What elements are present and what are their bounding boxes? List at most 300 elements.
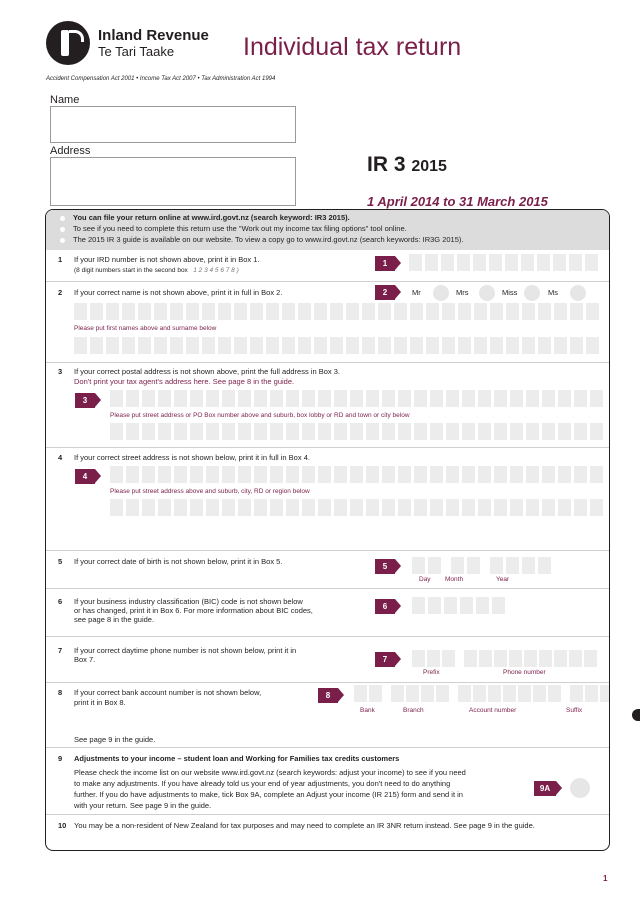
char-cell[interactable] <box>489 254 502 271</box>
char-cell[interactable] <box>334 466 347 483</box>
char-cell[interactable] <box>570 303 583 320</box>
char-cell[interactable] <box>158 390 171 407</box>
box-6-tag: 6 <box>375 599 395 614</box>
char-cell[interactable] <box>222 466 235 483</box>
char-cell[interactable] <box>158 423 171 440</box>
char-cell[interactable] <box>206 466 219 483</box>
char-cell[interactable] <box>270 499 283 516</box>
char-cell[interactable] <box>430 390 443 407</box>
char-cell[interactable] <box>122 337 135 354</box>
q4-text: If your correct street address is not shown below, print it in full in Box 4. <box>74 453 310 462</box>
char-cell[interactable] <box>90 337 103 354</box>
char-cell[interactable] <box>430 499 443 516</box>
q6-text: If your business industry classification (BIC) code is not shown below <box>74 597 303 606</box>
q8-text-2: print it in Box 8. <box>74 698 126 707</box>
char-cell[interactable] <box>574 466 587 483</box>
char-cell[interactable] <box>451 557 464 574</box>
info-line-3: The 2015 IR 3 guide is available on our website. To view a copy go to www.ird.govt.nz (search keywords: IR3G 2015). <box>73 235 464 244</box>
char-cell[interactable] <box>430 423 443 440</box>
char-cell[interactable] <box>570 337 583 354</box>
char-cell[interactable] <box>382 466 395 483</box>
char-cell[interactable] <box>584 650 597 667</box>
char-cell[interactable] <box>222 499 235 516</box>
char-cell[interactable] <box>538 303 551 320</box>
box-9a-checkbox[interactable] <box>570 778 590 798</box>
box-8-tag: 8 <box>318 688 338 703</box>
char-cell[interactable] <box>526 499 539 516</box>
char-cell[interactable] <box>421 685 434 702</box>
char-cell[interactable] <box>490 557 503 574</box>
char-cell[interactable] <box>569 650 582 667</box>
title-miss-checkbox[interactable] <box>524 285 540 301</box>
char-cell[interactable] <box>234 337 247 354</box>
char-cell[interactable] <box>122 303 135 320</box>
char-cell[interactable] <box>302 423 315 440</box>
char-cell[interactable] <box>110 390 123 407</box>
q4-number: 4 <box>58 453 63 462</box>
char-cell[interactable] <box>410 303 423 320</box>
char-cell[interactable] <box>110 499 123 516</box>
char-cell[interactable] <box>444 597 457 614</box>
char-cell[interactable] <box>266 337 279 354</box>
char-cell[interactable] <box>382 499 395 516</box>
char-cell[interactable] <box>282 303 295 320</box>
char-cell[interactable] <box>533 685 546 702</box>
title-mr: Mr <box>412 288 421 297</box>
char-cell[interactable] <box>414 466 427 483</box>
char-cell[interactable] <box>238 466 251 483</box>
char-cell[interactable] <box>190 466 203 483</box>
char-cell[interactable] <box>318 423 331 440</box>
char-cell[interactable] <box>350 466 363 483</box>
char-cell[interactable] <box>590 390 603 407</box>
q6-number: 6 <box>58 597 63 606</box>
char-cell[interactable] <box>254 423 267 440</box>
char-cell[interactable] <box>542 466 555 483</box>
char-cell[interactable] <box>206 390 219 407</box>
page-edge-marker <box>632 709 640 721</box>
char-cell[interactable] <box>142 423 155 440</box>
char-cell[interactable] <box>142 466 155 483</box>
char-cell[interactable] <box>412 597 425 614</box>
q9-title: Adjustments to your income – student loan and Working for Families tax credits customers <box>74 754 400 763</box>
q10-text: You may be a non-resident of New Zealand for tax purposes and may need to complete an IR 3NR return instead. See page 9 in the guide. <box>74 821 535 830</box>
char-cell[interactable] <box>522 557 535 574</box>
char-cell[interactable] <box>398 466 411 483</box>
char-cell[interactable] <box>250 303 263 320</box>
char-cell[interactable] <box>250 337 263 354</box>
char-cell[interactable] <box>158 466 171 483</box>
char-cell[interactable] <box>238 499 251 516</box>
char-cell[interactable] <box>330 337 343 354</box>
char-cell[interactable] <box>510 390 523 407</box>
char-cell[interactable] <box>154 303 167 320</box>
org-name: Inland Revenue <box>98 27 209 44</box>
char-cell[interactable] <box>362 303 375 320</box>
dob-year-label: Year <box>496 576 510 583</box>
char-cell[interactable] <box>586 303 599 320</box>
char-cell[interactable] <box>554 650 567 667</box>
char-cell[interactable] <box>302 390 315 407</box>
char-cell[interactable] <box>286 423 299 440</box>
char-cell[interactable] <box>558 390 571 407</box>
char-cell[interactable] <box>522 303 535 320</box>
char-cell[interactable] <box>126 390 139 407</box>
q10-number: 10 <box>58 821 67 830</box>
char-cell[interactable] <box>478 390 491 407</box>
char-cell[interactable] <box>494 650 507 667</box>
char-cell[interactable] <box>473 254 486 271</box>
char-cell[interactable] <box>138 303 151 320</box>
char-cell[interactable] <box>488 685 501 702</box>
char-cell[interactable] <box>548 685 561 702</box>
char-cell[interactable] <box>425 254 438 271</box>
char-cell[interactable] <box>206 499 219 516</box>
char-cell[interactable] <box>350 423 363 440</box>
char-cell[interactable] <box>506 303 519 320</box>
char-cell[interactable] <box>412 650 425 667</box>
char-cell[interactable] <box>494 390 507 407</box>
char-cell[interactable] <box>446 466 459 483</box>
char-cell[interactable] <box>330 303 343 320</box>
char-cell[interactable] <box>460 597 473 614</box>
char-cell[interactable] <box>174 390 187 407</box>
char-cell[interactable] <box>74 303 87 320</box>
char-cell[interactable] <box>222 390 235 407</box>
char-cell[interactable] <box>506 557 519 574</box>
char-cell[interactable] <box>366 423 379 440</box>
char-cell[interactable] <box>354 685 367 702</box>
char-cell[interactable] <box>509 650 522 667</box>
char-cell[interactable] <box>539 650 552 667</box>
char-cell[interactable] <box>446 423 459 440</box>
char-cell[interactable] <box>526 466 539 483</box>
char-cell[interactable] <box>458 337 471 354</box>
char-cell[interactable] <box>154 337 167 354</box>
q9-line-3: further. If you do have adjustments to make, tick Box 9A, complete an Adjust your income (IR 215) form and send it in <box>74 790 463 799</box>
char-cell[interactable] <box>574 390 587 407</box>
q5-number: 5 <box>58 557 63 566</box>
char-cell[interactable] <box>90 303 103 320</box>
char-cell[interactable] <box>126 423 139 440</box>
q5-text: If your correct date of birth is not shown below, print it in Box 5. <box>74 557 283 566</box>
char-cell[interactable] <box>366 499 379 516</box>
char-cell[interactable] <box>334 390 347 407</box>
char-cell[interactable] <box>366 466 379 483</box>
char-cell[interactable] <box>538 337 551 354</box>
char-cell[interactable] <box>142 499 155 516</box>
char-cell[interactable] <box>586 337 599 354</box>
char-cell[interactable] <box>430 466 443 483</box>
char-cell[interactable] <box>318 499 331 516</box>
char-cell[interactable] <box>74 337 87 354</box>
char-cell[interactable] <box>362 337 375 354</box>
char-cell[interactable] <box>412 557 425 574</box>
char-cell[interactable] <box>286 390 299 407</box>
box-5-tag: 5 <box>375 559 395 574</box>
char-cell[interactable] <box>126 466 139 483</box>
q9-line-4: with your return. See page 9 in the guide. <box>74 801 212 810</box>
char-cell[interactable] <box>138 337 151 354</box>
q1-subtext: (8 digit numbers start in the second box 1 2 3 4 5 6 7 8 ) <box>74 267 239 274</box>
char-cell[interactable] <box>202 337 215 354</box>
char-cell[interactable] <box>174 423 187 440</box>
char-cell[interactable] <box>142 390 155 407</box>
char-cell[interactable] <box>462 466 475 483</box>
char-cell[interactable] <box>457 254 470 271</box>
char-cell[interactable] <box>414 499 427 516</box>
char-cell[interactable] <box>126 499 139 516</box>
char-cell[interactable] <box>446 499 459 516</box>
char-cell[interactable] <box>462 390 475 407</box>
char-cell[interactable] <box>574 423 587 440</box>
char-cell[interactable] <box>254 499 267 516</box>
char-cell[interactable] <box>558 423 571 440</box>
char-cell[interactable] <box>510 499 523 516</box>
q7-text: If your correct daytime phone number is not shown below, print it in <box>74 646 297 655</box>
char-cell[interactable] <box>266 303 279 320</box>
name-label: Name <box>50 94 80 106</box>
char-cell[interactable] <box>585 685 598 702</box>
char-cell[interactable] <box>406 685 419 702</box>
char-cell[interactable] <box>558 466 571 483</box>
char-cell[interactable] <box>590 499 603 516</box>
q1-text: If your IRD number is not shown above, print it in Box 1. <box>74 255 260 264</box>
char-cell[interactable] <box>334 423 347 440</box>
char-cell[interactable] <box>382 390 395 407</box>
char-cell[interactable] <box>426 303 439 320</box>
q7-number: 7 <box>58 646 63 655</box>
char-cell[interactable] <box>446 390 459 407</box>
char-cell[interactable] <box>254 390 267 407</box>
name-field[interactable] <box>50 106 296 143</box>
char-cell[interactable] <box>186 337 199 354</box>
char-cell[interactable] <box>369 685 382 702</box>
char-cell[interactable] <box>458 685 471 702</box>
char-cell[interactable] <box>378 337 391 354</box>
char-cell[interactable] <box>286 466 299 483</box>
char-cell[interactable] <box>270 390 283 407</box>
char-cell[interactable] <box>570 685 583 702</box>
char-cell[interactable] <box>467 557 480 574</box>
char-cell[interactable] <box>174 466 187 483</box>
char-cell[interactable] <box>524 650 537 667</box>
char-cell[interactable] <box>170 303 183 320</box>
char-cell[interactable] <box>202 303 215 320</box>
q9-line-1: Please check the income list on our website www.ird.govt.nz (search keywords: adjust your income) to see if you need <box>74 768 466 777</box>
char-cell[interactable] <box>298 337 311 354</box>
q3-note: Please put street address or PO Box number above and suburb, box lobby or RD and town or city below <box>110 412 410 419</box>
char-cell[interactable] <box>442 337 455 354</box>
char-cell[interactable] <box>414 423 427 440</box>
char-cell[interactable] <box>441 254 454 271</box>
char-cell[interactable] <box>302 499 315 516</box>
char-cell[interactable] <box>518 685 531 702</box>
form-panel <box>45 209 610 851</box>
char-cell[interactable] <box>398 390 411 407</box>
char-cell[interactable] <box>510 466 523 483</box>
char-cell[interactable] <box>350 390 363 407</box>
char-cell[interactable] <box>476 597 489 614</box>
title-mrs: Mrs <box>456 288 469 297</box>
char-cell[interactable] <box>270 466 283 483</box>
char-cell[interactable] <box>318 466 331 483</box>
account-number-label: Account number <box>469 707 517 714</box>
char-cell[interactable] <box>522 337 535 354</box>
info-line-1: You can file your return online at www.ird.govt.nz (search keyword: IR3 2015). <box>73 213 350 222</box>
char-cell[interactable] <box>473 685 486 702</box>
char-cell[interactable] <box>378 303 391 320</box>
q7-text-2: Box 7. <box>74 655 96 664</box>
char-cell[interactable] <box>490 337 503 354</box>
char-cell[interactable] <box>238 423 251 440</box>
char-cell[interactable] <box>286 499 299 516</box>
branch-label: Branch <box>403 707 424 714</box>
char-cell[interactable] <box>222 423 235 440</box>
q3-text: If your correct postal address is not shown above, print the full address in Box 3. <box>74 367 340 376</box>
phone-number-label: Phone number <box>503 669 546 676</box>
char-cell[interactable] <box>398 499 411 516</box>
char-cell[interactable] <box>474 303 487 320</box>
char-cell[interactable] <box>479 650 492 667</box>
char-cell[interactable] <box>553 254 566 271</box>
char-cell[interactable] <box>410 337 423 354</box>
char-cell[interactable] <box>494 466 507 483</box>
char-cell[interactable] <box>190 423 203 440</box>
q6-text-2: or has changed, print it in Box 6. For more information about BIC codes, <box>74 606 313 615</box>
char-cell[interactable] <box>490 303 503 320</box>
title-mrs-checkbox[interactable] <box>479 285 495 301</box>
char-cell[interactable] <box>106 337 119 354</box>
char-cell[interactable] <box>186 303 199 320</box>
char-cell[interactable] <box>218 303 231 320</box>
char-cell[interactable] <box>270 423 283 440</box>
char-cell[interactable] <box>569 254 582 271</box>
q8-number: 8 <box>58 688 63 697</box>
char-cell[interactable] <box>302 466 315 483</box>
address-label: Address <box>50 145 91 157</box>
dob-month-label: Month <box>445 576 464 583</box>
char-cell[interactable] <box>106 303 119 320</box>
char-cell[interactable] <box>394 303 407 320</box>
char-cell[interactable] <box>428 597 441 614</box>
char-cell[interactable] <box>391 685 404 702</box>
char-cell[interactable] <box>346 303 359 320</box>
char-cell[interactable] <box>494 499 507 516</box>
char-cell[interactable] <box>426 337 439 354</box>
char-cell[interactable] <box>462 499 475 516</box>
info-line-2: To see if you need to complete this return use the "Work out my income tax filing options" tool online. <box>73 224 407 233</box>
char-cell[interactable] <box>542 390 555 407</box>
char-cell[interactable] <box>526 423 539 440</box>
char-cell[interactable] <box>574 499 587 516</box>
char-cell[interactable] <box>158 499 171 516</box>
address-field[interactable] <box>50 157 296 206</box>
char-cell[interactable] <box>558 499 571 516</box>
char-cell[interactable] <box>298 303 311 320</box>
char-cell[interactable] <box>505 254 518 271</box>
char-cell[interactable] <box>442 303 455 320</box>
char-cell[interactable] <box>464 650 477 667</box>
q9-number: 9 <box>58 754 63 763</box>
char-cell[interactable] <box>238 390 251 407</box>
q6-text-3: see page 8 in the guide. <box>74 615 155 624</box>
acts-line: Accident Compensation Act 2001 • Income Tax Act 2007 • Tax Administration Act 1994 <box>46 76 276 82</box>
char-cell[interactable] <box>478 466 491 483</box>
char-cell[interactable] <box>474 337 487 354</box>
char-cell[interactable] <box>478 499 491 516</box>
char-cell[interactable] <box>458 303 471 320</box>
char-cell[interactable] <box>427 650 440 667</box>
char-cell[interactable] <box>590 466 603 483</box>
char-cell[interactable] <box>503 685 516 702</box>
char-cell[interactable] <box>554 337 567 354</box>
char-cell[interactable] <box>394 337 407 354</box>
char-cell[interactable] <box>314 303 327 320</box>
q9-line-2: to make any adjustments. If you have already told us your end of year adjustments, you don't need to do anything <box>74 779 451 788</box>
char-cell[interactable] <box>110 466 123 483</box>
char-cell[interactable] <box>110 423 123 440</box>
char-cell[interactable] <box>218 337 231 354</box>
char-cell[interactable] <box>510 423 523 440</box>
char-cell[interactable] <box>398 423 411 440</box>
char-cell[interactable] <box>478 423 491 440</box>
char-cell[interactable] <box>414 390 427 407</box>
char-cell[interactable] <box>346 337 359 354</box>
char-cell[interactable] <box>554 303 567 320</box>
char-cell[interactable] <box>542 499 555 516</box>
char-cell[interactable] <box>442 650 455 667</box>
box-7-tag: 7 <box>375 652 395 667</box>
char-cell[interactable] <box>526 390 539 407</box>
bank-label: Bank <box>360 707 375 714</box>
char-cell[interactable] <box>234 303 247 320</box>
char-cell[interactable] <box>190 390 203 407</box>
char-cell[interactable] <box>436 685 449 702</box>
title-ms-checkbox[interactable] <box>570 285 586 301</box>
char-cell[interactable] <box>542 423 555 440</box>
char-cell[interactable] <box>590 423 603 440</box>
title-ms: Ms <box>548 288 558 297</box>
char-cell[interactable] <box>350 499 363 516</box>
char-cell[interactable] <box>428 557 441 574</box>
char-cell[interactable] <box>585 254 598 271</box>
char-cell[interactable] <box>366 390 379 407</box>
char-cell[interactable] <box>600 685 610 702</box>
char-cell[interactable] <box>314 337 327 354</box>
char-cell[interactable] <box>190 499 203 516</box>
char-cell[interactable] <box>462 423 475 440</box>
char-cell[interactable] <box>382 423 395 440</box>
char-cell[interactable] <box>506 337 519 354</box>
title-miss: Miss <box>502 288 518 297</box>
char-cell[interactable] <box>174 499 187 516</box>
char-cell[interactable] <box>318 390 331 407</box>
char-cell[interactable] <box>170 337 183 354</box>
form-code: IR 3 2015 <box>367 153 447 176</box>
char-cell[interactable] <box>254 466 267 483</box>
char-cell[interactable] <box>538 557 551 574</box>
title-mr-checkbox[interactable] <box>433 285 449 301</box>
char-cell[interactable] <box>494 423 507 440</box>
char-cell[interactable] <box>409 254 422 271</box>
char-cell[interactable] <box>521 254 534 271</box>
char-cell[interactable] <box>334 499 347 516</box>
char-cell[interactable] <box>492 597 505 614</box>
char-cell[interactable] <box>282 337 295 354</box>
char-cell[interactable] <box>206 423 219 440</box>
char-cell[interactable] <box>537 254 550 271</box>
